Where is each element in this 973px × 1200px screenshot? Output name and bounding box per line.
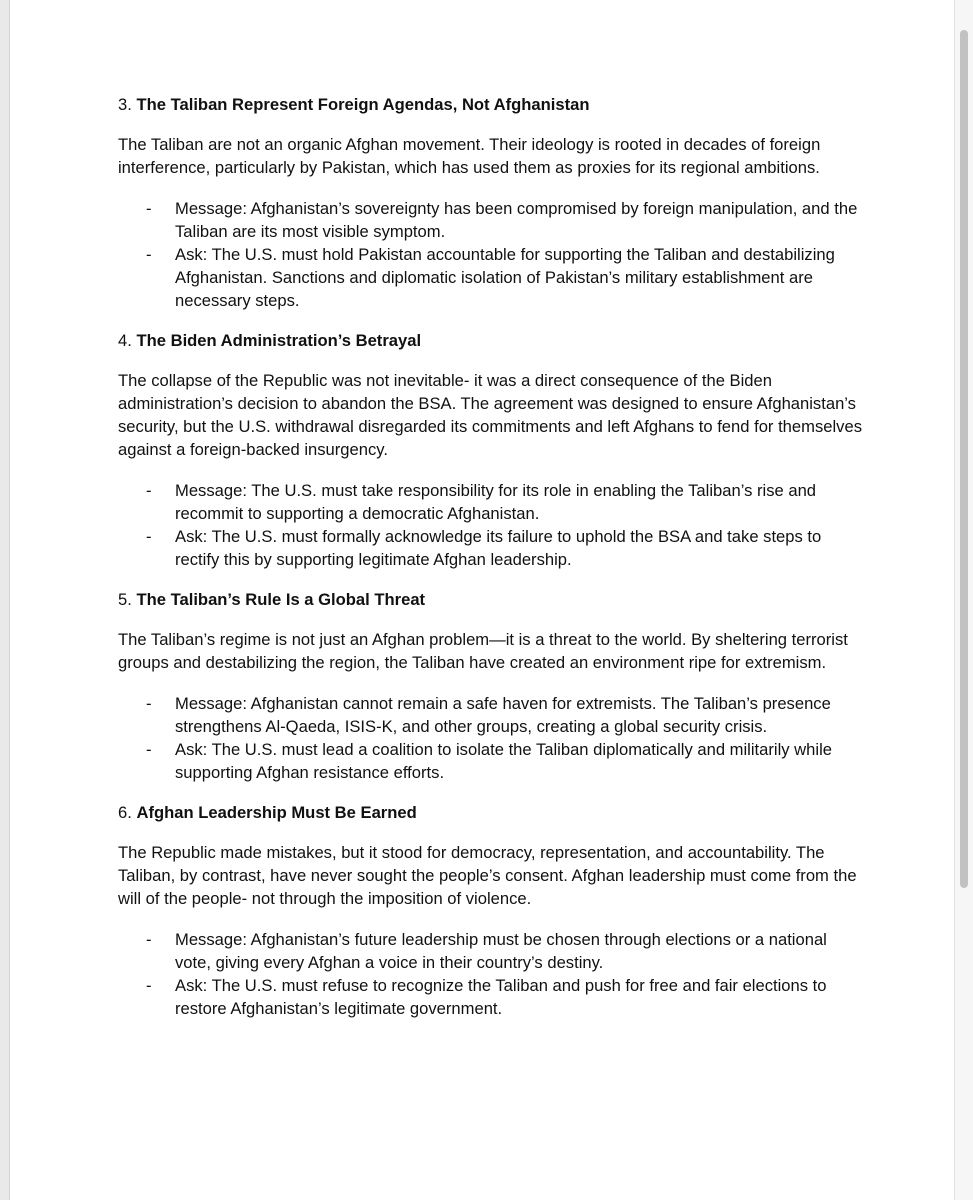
bullet-list	[118, 479, 863, 571]
scrollbar-thumb[interactable]	[960, 30, 968, 888]
section-number: 3.	[118, 95, 132, 114]
section-heading	[118, 588, 863, 611]
bullet-marker: -	[146, 930, 152, 949]
section-paragraph: The collapse of the Republic was not inevitable- it was a direct consequence of the Biden administration’s decision to abandon the BSA. The agreement was designed to ensure Afghanistan’s security, but the U.S. withdrawal disregarded its commitments and left Afghans to fend for themselves against a foreign-backed insurgency.	[118, 371, 862, 459]
bullet-text: Message: The U.S. must take responsibility for its role in enabling the Taliban’s rise and recommit to supporting a democratic Afghanistan.	[175, 481, 817, 523]
bullet-item	[118, 525, 863, 571]
bullet-item	[118, 479, 863, 525]
bullet-marker: -	[146, 245, 152, 264]
bullet-list	[118, 928, 863, 1020]
bullet-item	[118, 243, 863, 312]
bullet-list	[118, 692, 863, 784]
bullet-text: Ask: The U.S. must lead a coalition to isolate the Taliban diplomatically and militarily while supporting Afghan resistance efforts.	[175, 740, 832, 782]
section-number: 6.	[118, 803, 132, 822]
section-paragraph: The Republic made mistakes, but it stood for democracy, representation, and accountability. The Taliban, by contrast, have never sought the people’s consent. Afghan leadership must come from the will of the people- not through the imposition of violence.	[118, 843, 857, 908]
bullet-marker: -	[146, 527, 152, 546]
bullet-text: Ask: The U.S. must formally acknowledge its failure to uphold the BSA and take steps to rectify this by supporting legitimate Afghan leadership.	[175, 527, 822, 569]
section-title: The Taliban’s Rule Is a Global Threat	[136, 590, 426, 609]
vertical-scrollbar[interactable]	[954, 0, 973, 1200]
bullet-item	[118, 928, 863, 974]
section-title: Afghan Leadership Must Be Earned	[136, 803, 417, 822]
bullet-marker: -	[146, 976, 152, 995]
page-left-edge	[0, 0, 10, 1200]
document-body	[118, 93, 863, 1037]
bullet-list	[118, 197, 863, 312]
bullet-text: Message: Afghanistan’s future leadership must be chosen through elections or a national vote, giving every Afghan a voice in their country’s destiny.	[175, 930, 827, 972]
bullet-item	[118, 738, 863, 784]
bullet-text: Message: Afghanistan cannot remain a safe haven for extremists. The Taliban’s presence strengthens Al-Qaeda, ISIS-K, and other groups, creating a global security crisis.	[175, 694, 831, 736]
section-heading	[118, 93, 863, 116]
section-paragraph: The Taliban are not an organic Afghan movement. Their ideology is rooted in decades of foreign interference, particularly by Pakistan, which has used them as proxies for its regional ambitions.	[118, 135, 821, 177]
bullet-marker: -	[146, 481, 152, 500]
bullet-marker: -	[146, 694, 152, 713]
bullet-text: Ask: The U.S. must refuse to recognize the Taliban and push for free and fair elections to restore Afghanistan’s legitimate government.	[175, 976, 827, 1018]
section-heading	[118, 801, 863, 824]
section-paragraph: The Taliban’s regime is not just an Afghan problem—it is a threat to the world. By sheltering terrorist groups and destabilizing the region, the Taliban have created an environment ripe for extremism.	[118, 630, 848, 672]
section-title: The Taliban Represent Foreign Agendas, Not Afghanistan	[136, 95, 590, 114]
bullet-marker: -	[146, 740, 152, 759]
bullet-item	[118, 692, 863, 738]
section-title: The Biden Administration’s Betrayal	[136, 331, 422, 350]
bullet-marker: -	[146, 199, 152, 218]
bullet-text: Message: Afghanistan’s sovereignty has been compromised by foreign manipulation, and the Taliban are its most visible symptom.	[175, 199, 858, 241]
section-number: 4.	[118, 331, 132, 350]
bullet-text: Ask: The U.S. must hold Pakistan accountable for supporting the Taliban and destabilizing Afghanistan. Sanctions and diplomatic isolation of Pakistan’s military establishment are necessary steps.	[175, 245, 835, 310]
bullet-item	[118, 197, 863, 243]
section-heading	[118, 329, 863, 352]
section-number: 5.	[118, 590, 132, 609]
bullet-item	[118, 974, 863, 1020]
